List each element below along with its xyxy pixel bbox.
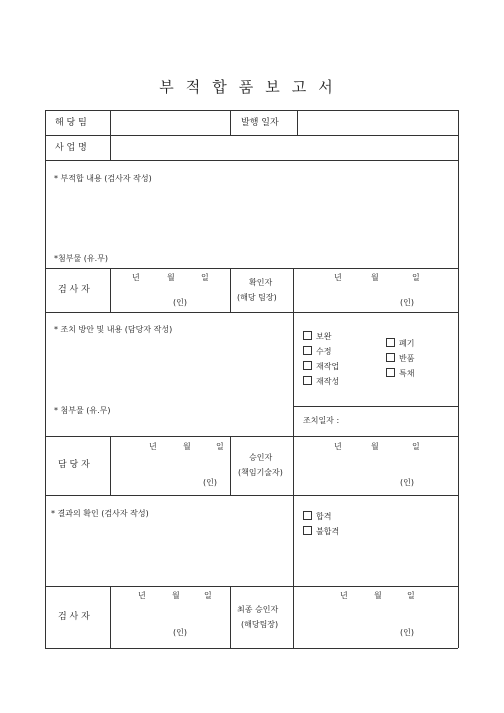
business-name-label: 사 업 명 [55, 143, 87, 153]
final-month: 월 [374, 591, 382, 600]
row-divider [45, 268, 458, 269]
approver-role: (책임기술자) [238, 468, 283, 477]
nonconformity-content-label: * 부적합 내용 (검사자 작성) [54, 174, 152, 183]
inspect-year: 년 [132, 273, 140, 282]
final-seal: (인) [400, 628, 414, 637]
final-inspector-label: 검 사 자 [58, 612, 90, 622]
checkbox-icon [303, 331, 312, 340]
confirm-month: 월 [371, 273, 379, 282]
checkbox-return[interactable] [386, 353, 414, 364]
business-name-field[interactable] [112, 137, 456, 158]
checkbox-pass[interactable] [303, 511, 331, 522]
col-divider [230, 586, 231, 648]
table-border-right [458, 110, 459, 648]
checkbox-icon [303, 376, 312, 385]
final-approver-role: (해당팀장) [241, 620, 279, 629]
manager-seal: (인) [203, 478, 217, 487]
checkbox-label: 불합격 [316, 527, 340, 536]
checkbox-rewrite[interactable] [303, 376, 339, 387]
col-divider [230, 436, 231, 495]
confirm-seal: (인) [400, 298, 414, 307]
manager-month: 월 [183, 442, 191, 451]
checkbox-label: 특채 [399, 369, 415, 378]
checkbox-fail[interactable] [303, 526, 339, 537]
confirm-year: 년 [334, 273, 342, 282]
table-border-bottom [45, 648, 458, 649]
checkbox-icon [303, 361, 312, 370]
row-divider [45, 312, 458, 313]
checkbox-icon [303, 346, 312, 355]
checkbox-label: 재작성 [316, 377, 340, 386]
col-divider [110, 110, 111, 160]
checkbox-icon [303, 526, 312, 535]
action-attachment-label: * 첨부물 (유.무) [54, 406, 111, 415]
col-divider [293, 586, 294, 648]
checkbox-scrap[interactable] [386, 338, 414, 349]
row-divider [45, 436, 458, 437]
col-divider [293, 268, 294, 312]
final-year: 년 [340, 591, 348, 600]
team-label: 해 당 팀 [55, 118, 87, 128]
manager-day: 일 [216, 442, 224, 451]
approver-label: 승인자 [249, 453, 273, 462]
inspect-month: 월 [167, 273, 175, 282]
checkbox-special-acceptance[interactable] [386, 368, 414, 379]
final-inspect-year: 년 [138, 591, 146, 600]
col-divider [293, 436, 294, 495]
col-divider [297, 110, 298, 135]
final-inspect-day: 일 [204, 591, 212, 600]
checkbox-icon [386, 353, 395, 362]
checkbox-label: 폐기 [399, 339, 415, 348]
checkbox-icon [386, 338, 395, 347]
inspect-seal: (인) [173, 298, 187, 307]
col-divider [230, 268, 231, 312]
checkbox-label: 합격 [316, 512, 332, 521]
checkbox-supplement[interactable] [303, 331, 331, 342]
action-content-label: * 조치 방안 및 내용 (담당자 작성) [54, 325, 173, 334]
inspect-day: 일 [201, 273, 209, 282]
manager-year: 년 [149, 442, 157, 451]
confirmer-role: (해당 팀장) [237, 293, 277, 302]
final-inspect-seal: (인) [173, 628, 187, 637]
issue-date-field[interactable] [299, 112, 456, 133]
row-divider [293, 406, 458, 407]
checkbox-icon [303, 511, 312, 520]
manager-label: 담 당 자 [58, 460, 90, 470]
inspector-label: 검 사 자 [58, 285, 90, 295]
approve-year: 년 [334, 442, 342, 451]
col-divider [110, 436, 111, 495]
row-divider [45, 135, 458, 136]
checkbox-label: 반품 [399, 354, 415, 363]
nonconformity-attachment-label: *첨부물 (유.무) [54, 254, 108, 263]
col-divider [110, 268, 111, 312]
row-divider [45, 586, 458, 587]
table-border-left [45, 110, 46, 648]
approve-day: 일 [412, 442, 420, 451]
checkbox-label: 수정 [316, 347, 332, 356]
row-divider [45, 160, 458, 161]
col-divider [293, 495, 294, 586]
result-content-label: * 결과의 확인 (검사자 작성) [51, 509, 149, 518]
col-divider [230, 110, 231, 135]
confirm-day: 일 [412, 273, 420, 282]
checkbox-icon [386, 368, 395, 377]
confirmer-label: 확인자 [249, 278, 273, 287]
team-field[interactable] [112, 112, 228, 133]
final-approver-label: 최종 승인자 [237, 605, 279, 614]
action-content-area[interactable] [47, 337, 291, 401]
approve-month: 월 [371, 442, 379, 451]
checkbox-modify[interactable] [303, 346, 331, 357]
issue-date-label: 발행 일자 [241, 118, 279, 128]
checkbox-label: 보완 [316, 332, 332, 341]
action-date-label: 조치일자 : [303, 416, 340, 425]
table-border-top [45, 110, 458, 111]
action-date-field[interactable] [350, 410, 456, 432]
checkbox-rework[interactable] [303, 361, 339, 372]
checkbox-label: 재작업 [316, 362, 340, 371]
row-divider [45, 495, 458, 496]
result-content-area[interactable] [47, 522, 291, 582]
approve-seal: (인) [400, 478, 414, 487]
col-divider [293, 312, 294, 436]
final-inspect-month: 월 [172, 591, 180, 600]
final-day: 일 [407, 591, 415, 600]
nonconformity-content-area[interactable] [47, 186, 456, 250]
document-title: 부적합품보고서 [159, 78, 345, 96]
col-divider [110, 586, 111, 648]
